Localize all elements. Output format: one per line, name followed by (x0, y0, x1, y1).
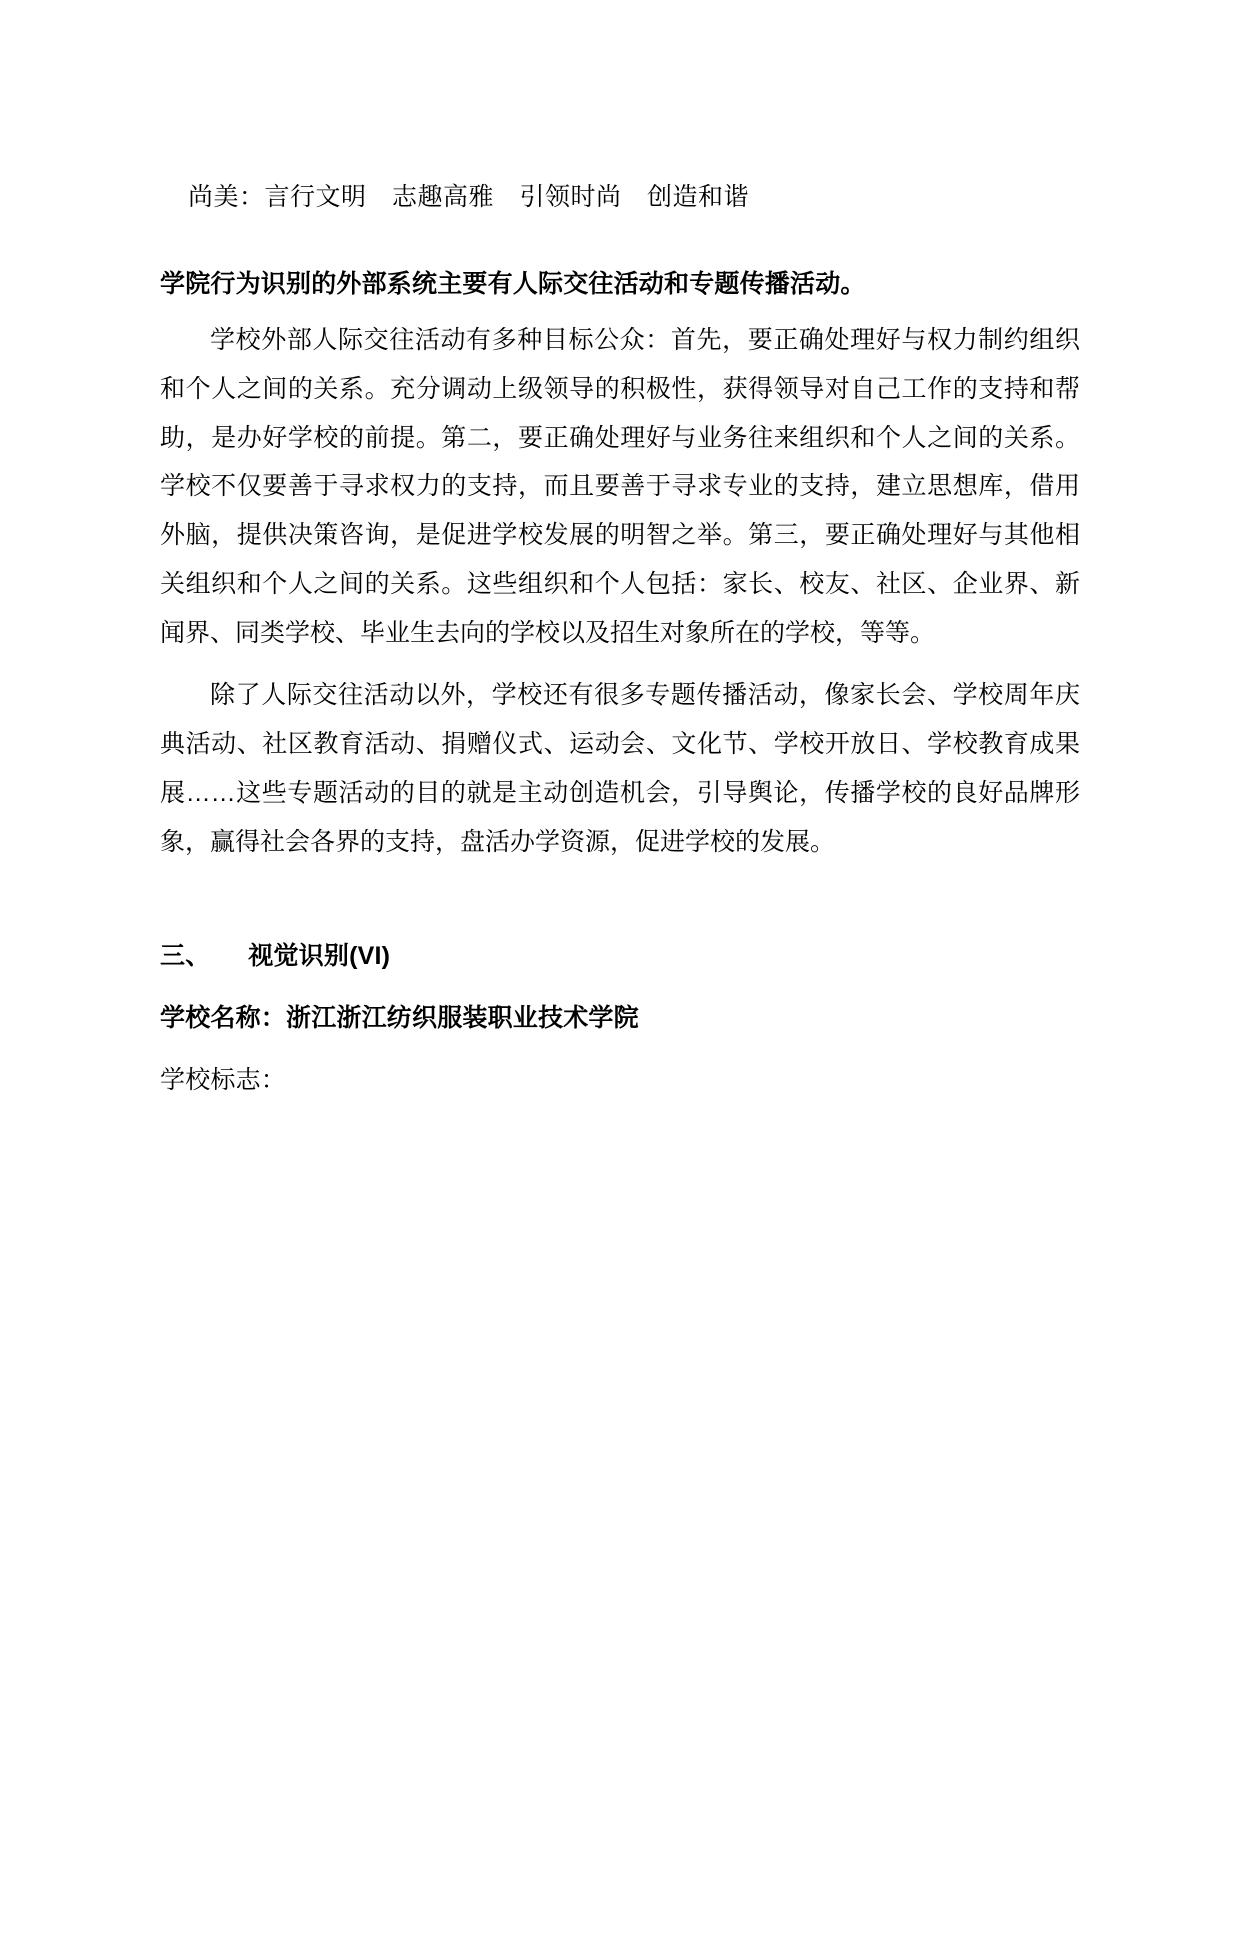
school-logo-line: 学校标志： (160, 1066, 287, 1095)
body-paragraph-2: 除了人际交往活动以外，学校还有很多专题传播活动，像家长会、学校周年庆典活动、社区教育活动、捐赠仪式、运动会、文化节、学校开放日、学校教育成果展……这些专题活动的目的就是主动创造机会，引导舆论，传播学校的良好品牌形象，赢得社会各界的支持，盘活办学资源，促进学校的发展。 (160, 681, 1080, 856)
document-page (0, 180, 1240, 1934)
section-bold-heading: 学院行为识别的外部系统主要有人际交往活动和专题传播活动。 (160, 270, 866, 298)
body-paragraph-1: 学校外部人际交往活动有多种目标公众：首先，要正确处理好与权力制约组织和个人之间的关系。充分调动上级领导的积极性，获得领导对自己工作的支持和帮助，是办好学校的前提。第二，要正确处理好与业务往来组织和个人之间的关系。学校不仅要善于寻求权力的支持，而且要善于寻求专业的支持，建立思想库，借用外脑，提供决策咨询，是促进学校发展的明智之举。第三，要正确处理好与其他相关组织和个人之间的关系。这些组织和个人包括：家长、校友、社区、企业界、新闻界、同类学校、毕业生去向的学校以及招生对象所在的学校，等等。 (160, 326, 1080, 647)
school-name-line: 学校名称：浙江浙江纺织服装职业技术学院 (160, 1004, 639, 1033)
section-heading-vi: 三、 视觉识别(VI) (160, 942, 391, 971)
motto-line: 尚美：言行文明 志趣高雅 引领时尚 创造和谐 (188, 183, 750, 211)
